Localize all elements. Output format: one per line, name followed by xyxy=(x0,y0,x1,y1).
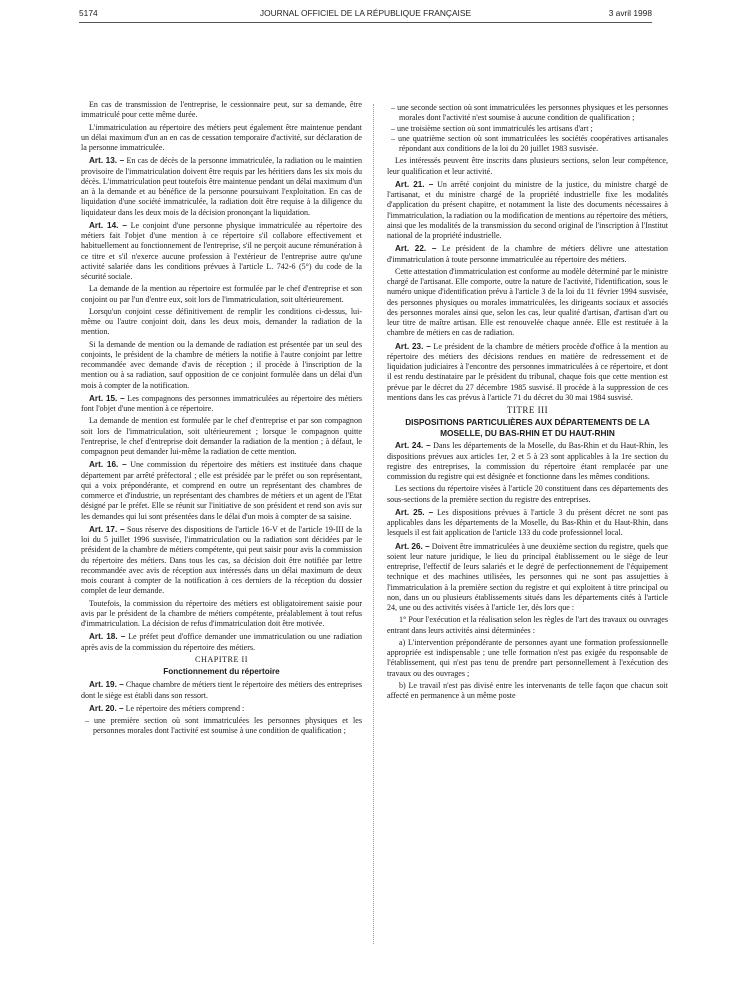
paragraph: a) L'intervention prépondérante de personnes ayant une formation professionnelle appropriée est indispensable ; une telle formation n'est pas exigée du responsable de l'établissement, qui n'est pas tenu de prendre part personnellement à l'exécution des travaux ou des ouvrages ; xyxy=(387,637,668,678)
article-22 xyxy=(387,244,668,265)
column-separator xyxy=(373,104,374,944)
article-21 xyxy=(387,180,668,242)
chapter-title: Fonctionnement du répertoire xyxy=(163,667,280,676)
article-text: Dans les départements de la Moselle, du Bas-Rhin et du Haut-Rhin, les dispositions prévues aux articles 1er, 2 et 5 à 23 sont applicables à la 1re section du registre des entreprises, la commission du répertoire étant remplacée par une commission du registre qui est désignée et fonctionne dans les mêmes conditions. xyxy=(387,441,668,481)
article-text: Les dispositions prévues à l'article 3 du présent décret ne sont pas applicables dans les départements de la Moselle, du Bas-Rhin et du Haut-Rhin, dans lesquels il est fait application de l'article 133 du code professionnel local. xyxy=(387,507,669,538)
page-number: 5174 xyxy=(79,8,98,18)
article-25 xyxy=(387,508,668,539)
paragraph: Les sections du répertoire visées à l'article 20 constituent dans ces départements des sous-sections de la première section du registre des entreprises. xyxy=(387,484,668,504)
paragraph: Les intéressés peuvent être inscrits dans plusieurs sections, selon leur compétence, leur qualification et leur activité. xyxy=(387,156,668,176)
list-item: – une troisième section où sont immatriculés les artisans d'art ; xyxy=(391,123,593,133)
article-number: Art. 26. – xyxy=(395,541,430,551)
article-number: Art. 21. – xyxy=(395,179,434,189)
paragraph: Cette attestation d'immatriculation est conforme au modèle déterminé par le ministre chargé de l'artisanat. Elle comporte, outre la nature de l'activité, l'identification, sous le numéro unique d'identification prévu à l'article 3 de la loi du 11 février 1994 susvisée, des personnes physiques ou morales immatriculées, les dirigeants sociaux et associés des personnes morales ainsi que, selon les cas, leur qualité d'artisan, d'artisan d'art ou leur titre de maître artisan. Elle est renouvelée chaque année. Elle est restituée à la chambre de métiers en cas de radiation. xyxy=(387,266,668,338)
journal-title: JOURNAL OFFICIEL DE LA RÉPUBLIQUE FRANÇAISE xyxy=(259,8,472,18)
article-text: Une commission du répertoire des métiers est instituée dans chaque département par arrêté préfectoral ; elle est présidée par le préfet ou son représentant, qui a voix prépondérante, et comprend en outre un représentant des chambres de commerce et d'industrie, un représentant des chambres de métiers et un agent de l'Etat désigné par le préfet. Elle se réunit sur l'initiative de son président et rend son avis sur les demandes qui lui sont présentées dans le délai d'un mois à compter de sa saisine. xyxy=(81,460,362,521)
article-20 xyxy=(81,704,362,714)
paragraph: Lorsqu'un conjoint cesse définitivement de remplir les conditions ci-dessus, lui-même ou l'autre conjoint doit, dans les deux mois, demander la radiation de la mention. xyxy=(81,306,362,337)
article-19 xyxy=(81,680,362,701)
article-text: Doivent être immatriculées à une deuxième section du registre, quels que soient leur nature juridique, le lieu du principal établissement ou le siège de leur entreprise, l'effectif de leurs salariés et le degré de perfectionnement de l'équipement technique et des machines utilisées, les personnes qui ne sont pas assujetties à l'immatriculation à la première section du registre et qui exploitent à titre principal ou non, dans un ou plusieurs établissements situés dans les départements cités à l'article 24, une ou des activités visées à l'article 1er, dès lors que : xyxy=(387,541,668,612)
article-number: Art. 13. – xyxy=(89,156,125,166)
article-number: Art. 23. – xyxy=(395,341,431,351)
article-number: Art. 25. – xyxy=(395,507,434,517)
section-list xyxy=(387,103,668,154)
article-text: Un arrêté conjoint du ministre de la justice, du ministre chargé de l'artisanat, et du ministre chargé de la propriété industrielle fixe les modalités d'application du présent chapitre, et notamment la liste des documents nécessaires à l'immatriculation, la radiation ou la modification de mentions au répertoire des métiers, ainsi que les modalités de la transmission du second original de l'inscription à l'Institut national de la propriété industrielle. xyxy=(387,179,668,240)
paragraph: La demande de la mention au répertoire est formulée par le chef d'entreprise et son conjoint ou par l'un d'entre eux, soit lors de l'immatriculation, soit ultérieurement. xyxy=(81,284,362,304)
list-item: – une seconde section où sont immatriculées les personnes physiques et les personnes morales dont l'activité n'est soumise à aucune condition de qualification ; xyxy=(391,103,668,123)
list-item: – une quatrième section où sont immatriculées les sociétés coopératives artisanales répondant aux conditions de la loi du 20 juillet 1983 susvisée. xyxy=(391,133,668,153)
article-23 xyxy=(387,342,668,404)
right-column xyxy=(387,103,668,703)
paragraph: L'immatriculation au répertoire des métiers peut également être maintenue pendant un délai maximum d'un an en cas de cessation temporaire d'activité, sur déclaration de la personne immatriculée. xyxy=(81,122,362,152)
paragraph: Si la demande de mention ou la demande de radiation est présentée par un seul des conjoints, le président de la chambre de métiers la notifie à l'autre conjoint par lettre recommandée avec demande d'avis de réception ; il procède à l'inscription de la mention ou à sa radiation, sauf opposition de ce conjoint formulée dans un délai d'un mois à compter de la notification. xyxy=(81,339,362,390)
article-number: Art. 22. – xyxy=(395,244,437,254)
section-list xyxy=(81,716,362,737)
header-rule xyxy=(79,22,652,23)
article-18 xyxy=(81,632,362,653)
issue-date: 3 avril 1998 xyxy=(608,8,652,18)
article-text: Les compagnons des personnes immatriculées au répertoire des métiers font l'objet d'une mention à ce répertoire. xyxy=(81,393,362,413)
article-text: Le président de la chambre de métiers procède d'office à la mention au répertoire des métiers des décisions rendues en matière de redressement et de liquidation judiciaires à l'encontre des personnes immatriculées à ce répertoire, et dont il est rendu destinataire par le président du tribunal, chaque fois que cette mention est prévue par le décret du 27 décembre 1985 susvisé. Il procède à la suppression de ces mentions dans les cas prévus à l'article 71 du décret du 30 mai 1984 susvisé. xyxy=(387,341,669,402)
article-16 xyxy=(81,460,362,522)
article-text: Le répertoire des métiers comprend : xyxy=(123,703,245,713)
article-13 xyxy=(81,156,362,218)
article-14 xyxy=(81,221,362,283)
article-17 xyxy=(81,525,362,597)
paragraph: En cas de transmission de l'entreprise, le cessionnaire peut, sur sa demande, être immatriculé pour cette même durée. xyxy=(81,100,362,120)
article-text: En cas de décès de la personne immatriculée, la radiation ou le maintien provisoire de l'immatriculation doivent être requis par les héritiers dans les six mois du décès. L'immatriculation peut toutefois être maintenue pendant un délai maximum d'un an à la demande et au bénéfice de la personne poursuivant l'exploitation. En cas de liquidation d'une société immatriculée, la radiation doit être requise à la diligence du liquidateur dans les deux mois de la décision prononçant la liquidation. xyxy=(81,156,362,217)
chapter-heading: CHAPITRE II xyxy=(194,654,249,664)
article-number: Art. 17. – xyxy=(89,524,125,534)
article-number: Art. 24. – xyxy=(395,441,431,451)
article-text: Le conjoint d'une personne physique immatriculée au répertoire des métiers fait l'objet d'une mention à ce répertoire s'il collabore effectivement et habituellement au fonctionnement de l'entreprise, s'il ne perçoit aucune rémunération à ce titre et s'il n'exerce aucune profession à l'extérieur de l'entreprise autre qu'une activité salariée dans les conditions prévues à l'article L. 742-6 (5°) du code de la sécurité sociale. xyxy=(81,220,362,281)
paragraph: La demande de mention est formulée par le chef d'entreprise et par son compagnon soit lors de l'immatriculation, soit ultérieurement ; lorsque le compagnon quitte l'entreprise, le chef d'entreprise doit demander la radiation de la mention ; à défaut, le compagnon peut demander lui-même la radiation de cette mention. xyxy=(81,416,362,456)
list-item: – une première section où sont immatriculées les personnes physiques et les personnes morales dont l'activité est soumise à une condition de qualification ; xyxy=(85,716,362,736)
left-column xyxy=(81,100,362,739)
page-header xyxy=(79,8,652,22)
article-number: Art. 20. – xyxy=(89,703,124,713)
article-text: Le président de la chambre de métiers délivre une attestation d'immatriculation à toute personne immatriculée au répertoire des métiers. xyxy=(387,244,668,264)
article-text: Sous réserve des dispositions de l'article 16-V et de l'article 19-III de la loi du 5 juillet 1996 susvisée, l'immatriculation ou la radiation sont décidées par le président de la chambre de métiers compétente, qui peut saisir pour avis la commission du répertoire des métiers. Dans tous les cas, sa décision doit être notifiée par lettre recommandée avec avis de réception aux intéressés dans un délai maximum de deux mois courant à compter de la notification à ces derniers de la réception du dossier complet de leur demande. xyxy=(81,524,362,596)
article-24 xyxy=(387,441,668,482)
article-number: Art. 16. – xyxy=(89,460,127,470)
article-number: Art. 18. – xyxy=(89,632,126,642)
article-text: Chaque chambre de métiers tient le répertoire des métiers des entreprises dont le siège est établi dans son ressort. xyxy=(81,680,362,700)
article-number: Art. 19. – xyxy=(89,680,124,690)
article-text: Le préfet peut d'office demander une immatriculation ou une radiation après avis de la commission du répertoire des métiers. xyxy=(81,632,362,652)
article-15 xyxy=(81,394,362,415)
article-26 xyxy=(387,542,668,614)
paragraph: Toutefois, la commission du répertoire des métiers est obligatoirement saisie pour avis par le président de la chambre de métiers compétente, préalablement à tout refus d'immatriculation. La décision de refus d'immatriculation doit être motivée. xyxy=(81,598,362,628)
paragraph: b) Le travail n'est pas divisé entre les intervenants de telle façon que chacun soit affecté en permanence à un même poste xyxy=(387,680,668,700)
title-heading: TITRE III xyxy=(506,405,549,415)
article-number: Art. 14. – xyxy=(89,220,127,230)
article-number: Art. 15. – xyxy=(89,393,125,403)
paragraph: 1° Pour l'exécution et la réalisation selon les règles de l'art des travaux ou ouvrages entrant dans leurs activités ainsi déterminées : xyxy=(387,615,668,635)
title-subheading: DISPOSITIONS PARTICULIÈRES AUX DÉPARTEMENTS DE LA MOSELLE, DU BAS-RHIN ET DU HAUT-RHIN xyxy=(405,417,650,438)
